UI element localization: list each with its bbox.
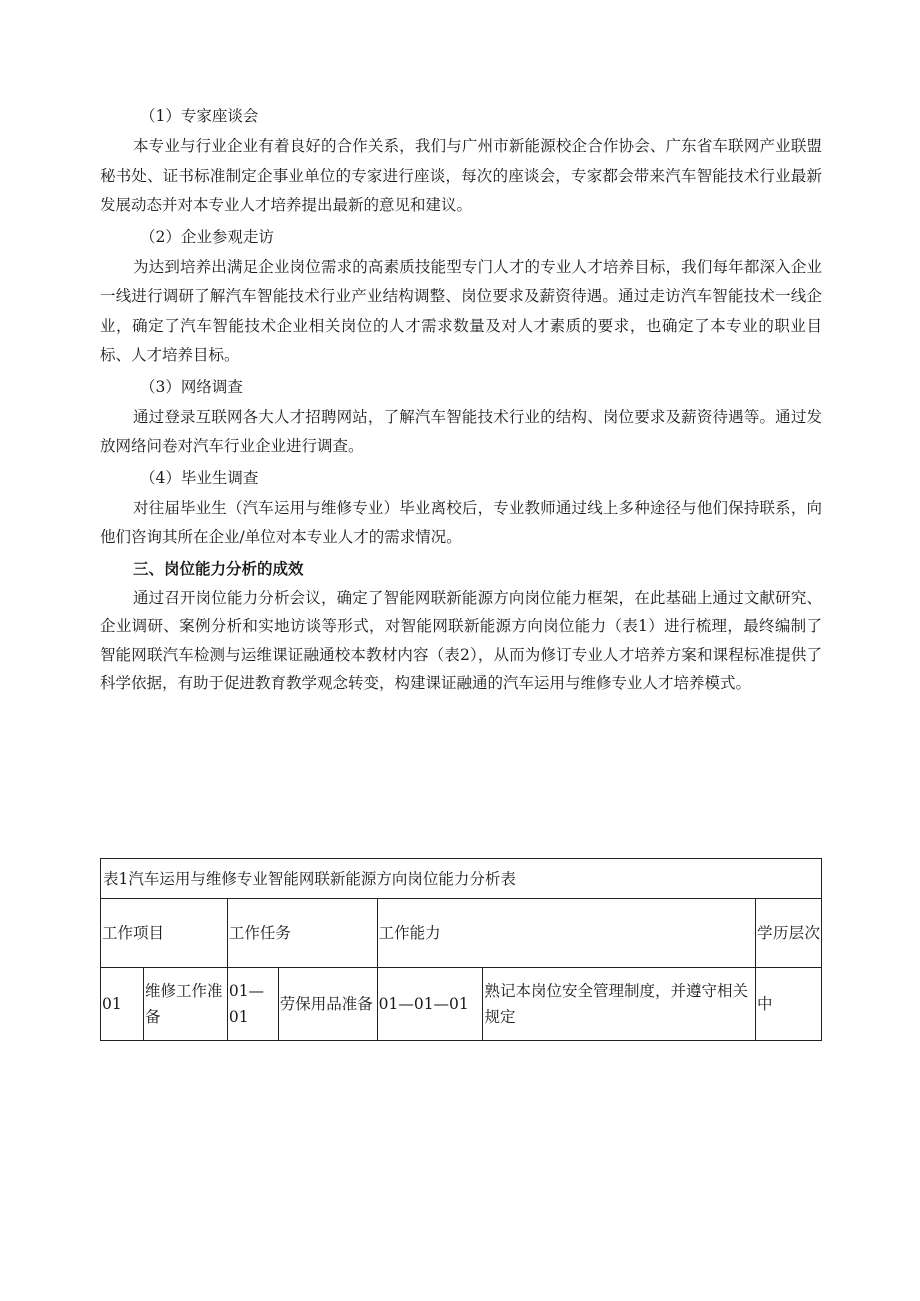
paragraph-online-survey: 通过登录互联网各大人才招聘网站，了解汽车智能技术行业的结构、岗位要求及薪资待遇等。通过发放网络问卷对汽车行业企业进行调查。 (100, 407, 822, 455)
header-education-level: 学历层次 (756, 899, 822, 968)
cell-task-no: 01—01 (227, 968, 278, 1041)
cell-education-level: 中 (756, 968, 822, 1041)
subheading-expert-forum: （1）专家座谈会 (140, 107, 259, 125)
cell-ability-no: 01—01—01 (377, 968, 483, 1041)
header-work-task: 工作任务 (227, 899, 377, 968)
subheading-company-visit: （2）企业参观走访 (140, 227, 274, 246)
table-caption: 表1汽车运用与维修专业智能网联新能源方向岗位能力分析表 (101, 859, 822, 899)
section-title-results: 三、岗位能力分析的成效 (133, 558, 304, 578)
header-work-ability: 工作能力 (377, 899, 755, 968)
table-header-row (101, 899, 822, 968)
subheading-online-survey: （3）网络调查 (140, 377, 243, 396)
ability-analysis-table (100, 858, 822, 1041)
paragraph-expert-forum: 本专业与行业企业有着良好的合作关系，我们与广州市新能源校企合作协会、广东省车联网产业联盟秘书处、证书标准制定企事业单位的专家进行座谈，每次的座谈会，专家都会带来汽车智能技术行业最新发展动态并对本专业人才培养提出最新的意见和建议。 (100, 137, 822, 214)
subheading-graduate-survey: （4）毕业生调查 (140, 468, 259, 487)
cell-ability-desc: 熟记本岗位安全管理制度，并遵守相关规定 (483, 968, 756, 1041)
body-text (100, 100, 822, 698)
paragraph-graduate-survey: 对往届毕业生（汽车运用与维修专业）毕业离校后，专业教师通过线上多种途径与他们保持联系，向他们咨询其所在企业/单位对本专业人才的需求情况。 (100, 498, 822, 546)
header-work-project: 工作项目 (101, 899, 228, 968)
cell-project-name: 维修工作准备 (143, 968, 227, 1041)
paragraph-company-visit: 为达到培养出满足企业岗位需求的高素质技能型专门人才的专业人才培养目标，我们每年都深入企业一线进行调研了解汽车智能技术行业产业结构调整、岗位要求及薪资待遇。通过走访汽车智能技术一线企业，确定了汽车智能技术企业相关岗位的人才需求数量及对人才素质的要求，也确定了本专业的职业目标、人才培养目标。 (100, 257, 822, 364)
cell-project-no: 01 (101, 968, 144, 1041)
paragraph-results: 通过召开岗位能力分析会议，确定了智能网联新能源方向岗位能力框架，在此基础上通过文献研究、企业调研、案例分析和实地访谈等形式，对智能网联新能源方向岗位能力（表1）进行梳理，最终编制了智能网联汽车检测与运维课证融通校本教材内容（表2），从而为修订专业人才培养方案和课程标准提供了科学依据，有助于促进教育教学观念转变，构建课证融通的汽车运用与维修专业人才培养模式。 (100, 588, 822, 692)
cell-task-name: 劳保用品准备 (278, 968, 377, 1041)
table-row (101, 968, 822, 1041)
